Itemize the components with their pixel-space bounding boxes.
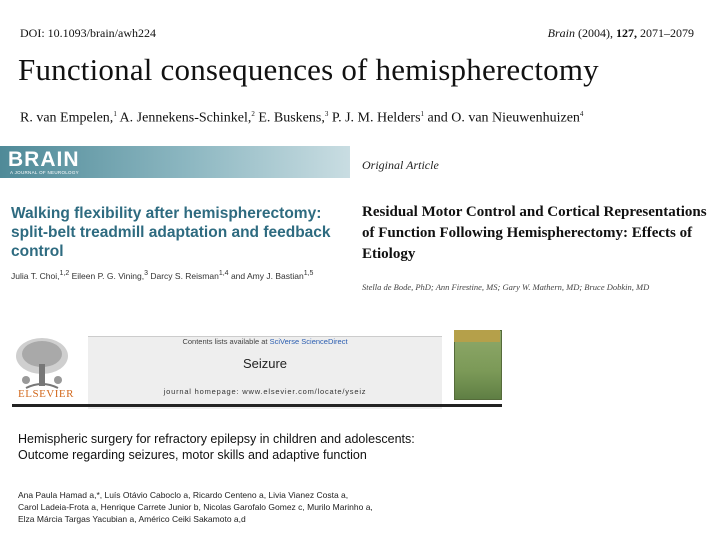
author-line: Ana Paula Hamad a,*, Luís Otávio Caboclo a, Ricardo Centeno a, Livia Vianez Costa a, [18, 490, 349, 500]
affiliation-mark: 3 [144, 270, 148, 277]
author: Eileen P. G. Vining, [69, 270, 145, 281]
brain-logo: BRAIN [8, 148, 80, 171]
article-title-hemispheric: Hemispheric surgery for refractory epilepsy in children and adolescents: Outcome regarding seizures, motor skills and adaptive function [18, 432, 415, 462]
author: Julia T. Choi, [11, 270, 60, 281]
author-list-walking [11, 270, 351, 281]
affiliation-mark: 1,4 [218, 270, 229, 277]
affiliation-mark: 1 [420, 110, 425, 118]
author-line: Elza Márcia Targas Yacubian a, Américo Ceiki Sakamoto a,d [18, 514, 246, 524]
brain-logo-subtitle: A JOURNAL OF NEUROLOGY [10, 170, 79, 175]
author: Darcy S. Reisman [147, 270, 219, 281]
doi-line: DOI: 10.1093/brain/awh224 [20, 26, 156, 40]
journal-citation [548, 26, 694, 41]
author-list-residual: Stella de Bode, PhD; Ann Firestine, MS; Gary W. Mathern, MD; Bruce Dobkin, MD [362, 282, 650, 292]
sciencedirect-link[interactable]: SciVerse ScienceDirect [269, 337, 348, 346]
divider [12, 404, 502, 407]
author: and Amy J. Bastian [228, 270, 304, 281]
author: A. Jennekens-Schinkel, [116, 110, 252, 126]
affiliation-mark: 1,5 [303, 270, 314, 277]
journal-volume: 127, [616, 26, 637, 40]
journal-header-box [88, 336, 442, 409]
elsevier-wordmark: ELSEVIER [18, 388, 74, 400]
author: and O. van Nieuwenhuizen [424, 110, 580, 126]
journal-homepage: journal homepage: www.elsevier.com/locate/yseiz [163, 387, 367, 396]
journal-name: Brain [547, 26, 575, 40]
article-title-walking: Walking flexibility after hemispherectomy: split-belt treadmill adaptation and feedback control [11, 205, 331, 260]
author-list-hemispheric [18, 489, 458, 525]
journal-name-seizure: Seizure [242, 356, 288, 371]
author-line: Carol Ladeia-Frota a, Henrique Carrete Junior b, Nicolas Garofalo Gomez c, Murilo Marinho a, [18, 502, 373, 512]
affiliation-mark: 2 [251, 110, 255, 118]
author: R. van Empelen, [20, 110, 114, 126]
affiliation-mark: 1 [113, 110, 117, 118]
contents-prefix: Contents lists available at [182, 337, 270, 346]
affiliation-mark: 1,2 [59, 270, 70, 277]
author: E. Buskens, [254, 110, 325, 126]
author-list-functional [20, 110, 583, 127]
article-title-functional: Functional consequences of hemispherectomy [18, 52, 599, 87]
affiliation-mark: 4 [579, 110, 584, 118]
journal-year: (2004), [578, 26, 613, 40]
contents-line [88, 337, 442, 346]
journal-cover-band [454, 330, 500, 342]
journal-pages: 2071–2079 [640, 26, 694, 40]
article-type-label: Original Article [362, 158, 439, 172]
article-title-residual: Residual Motor Control and Cortical Representations of Function Following Hemispherectomy: Effects of Etiology [362, 204, 707, 262]
affiliation-mark: 3 [324, 110, 329, 118]
author: P. J. M. Helders [328, 110, 421, 126]
